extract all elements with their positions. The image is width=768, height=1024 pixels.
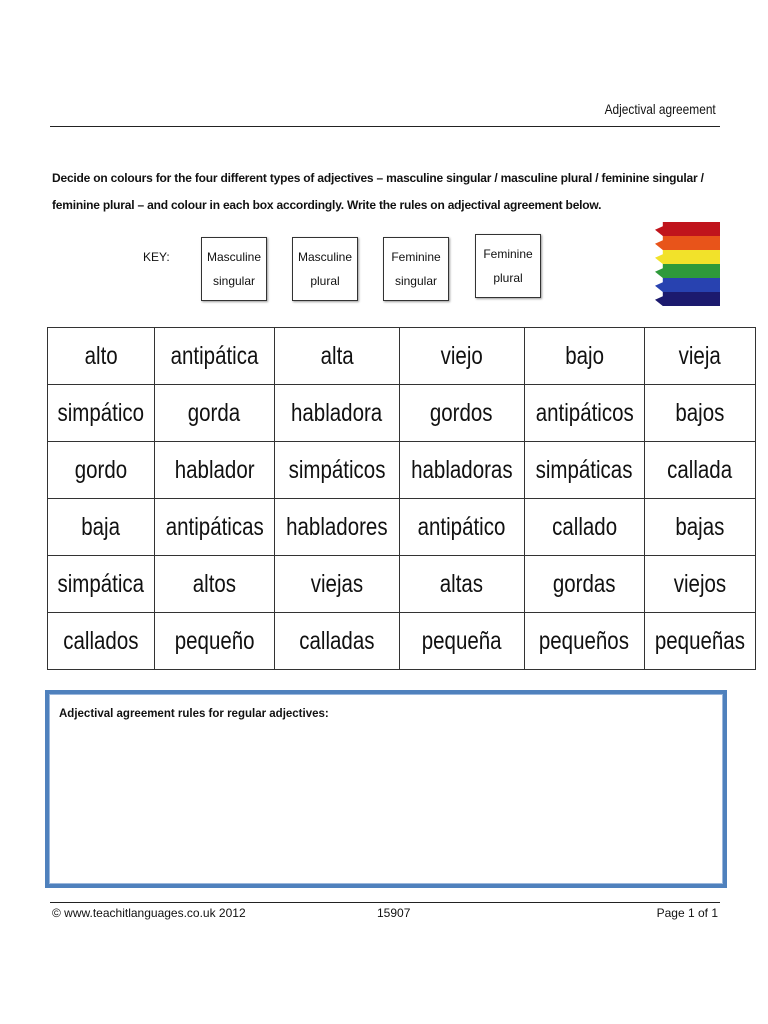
footer-copyright: © www.teachitlanguages.co.uk 2012 [52,906,246,920]
key-box-label: plural [310,274,340,288]
header-divider [50,126,720,127]
adjective-word: simpático [57,398,145,427]
key-box-label: singular [212,274,256,288]
key-box-label: plural [493,271,523,285]
table-row [48,385,756,442]
adjective-word: antipática [170,341,259,370]
key-box-label: Feminine [391,250,441,264]
adjective-cell[interactable] [645,499,756,556]
adjective-word: simpáticas [535,455,633,484]
adjective-cell[interactable] [154,442,275,499]
adjective-cell[interactable] [645,556,756,613]
adjective-cell[interactable] [154,328,275,385]
crayon [655,278,720,292]
adjective-word: alto [84,341,118,370]
rules-box[interactable] [45,690,727,888]
adjective-cell[interactable] [645,442,756,499]
document-title: Adjectival agreement [604,101,716,117]
adjective-word: simpáticos [288,455,386,484]
rules-box-label: Adjectival agreement rules for regular adjectives: [59,708,329,720]
key-box-label: singular [394,274,437,288]
adjective-cell[interactable] [399,442,524,499]
adjective-cell[interactable] [645,328,756,385]
crayon [655,222,720,236]
adjective-word: habladores [286,512,388,541]
table-row [48,442,756,499]
adjective-cell[interactable] [275,328,400,385]
key-box[interactable] [292,237,358,301]
adjective-cell[interactable] [275,556,400,613]
key-box-label: Masculine [206,250,262,264]
adjective-word: antipáticos [535,398,634,427]
adjective-word: antipáticas [165,512,264,541]
adjective-cell[interactable] [524,613,645,670]
adjective-word: altos [192,569,237,598]
adjective-cell[interactable] [524,556,645,613]
adjective-word: callado [551,512,617,541]
adjective-word: viejos [673,569,727,598]
adjective-word: viejo [440,341,483,370]
adjective-cell[interactable] [48,613,155,670]
adjectives-table [47,327,756,670]
key-label: KEY: [143,250,170,264]
adjective-word: pequeño [174,626,255,655]
key-box[interactable] [201,237,267,301]
adjective-cell[interactable] [48,499,155,556]
adjective-word: hablador [174,455,255,484]
adjective-cell[interactable] [524,499,645,556]
adjective-cell[interactable] [275,442,400,499]
adjective-word: habladoras [410,455,513,484]
crayon [655,264,720,278]
adjective-cell[interactable] [645,385,756,442]
table-row [48,613,756,670]
adjective-cell[interactable] [275,499,400,556]
adjective-cell[interactable] [399,385,524,442]
adjective-word: vieja [678,341,722,370]
adjective-word: antipático [417,512,506,541]
adjective-cell[interactable] [48,385,155,442]
footer-page: Page 1 of 1 [656,906,718,920]
adjective-cell[interactable] [399,328,524,385]
table-row [48,556,756,613]
adjective-cell[interactable] [399,556,524,613]
adjective-word: bajos [675,398,725,427]
table-row [48,328,756,385]
adjective-cell[interactable] [524,385,645,442]
adjective-cell[interactable] [154,556,275,613]
adjective-cell[interactable] [399,613,524,670]
adjective-word: alta [320,341,354,370]
adjective-word: gorda [188,398,241,427]
table-row [48,499,756,556]
adjective-word: pequeñas [654,626,746,655]
adjective-cell[interactable] [275,385,400,442]
adjective-word: bajo [564,341,604,370]
adjective-cell[interactable] [399,499,524,556]
adjective-cell[interactable] [154,499,275,556]
adjective-word: gordos [430,398,494,427]
adjective-word: simpática [57,569,145,598]
adjective-cell[interactable] [524,442,645,499]
key-box-label: Feminine [483,247,533,261]
adjective-word: callados [63,626,139,655]
crayon [655,250,720,264]
adjective-cell[interactable] [48,556,155,613]
adjective-word: bajas [675,512,725,541]
crayons-icon [655,222,720,306]
adjective-word: callada [667,455,733,484]
footer-code: 15907 [377,906,411,920]
adjective-cell[interactable] [645,613,756,670]
adjective-cell[interactable] [48,328,155,385]
adjective-word: pequeños [539,626,630,655]
key-box-label: Masculine [297,250,353,264]
adjective-word: habladora [291,398,383,427]
adjective-word: gordo [74,455,128,484]
adjective-word: pequeña [421,626,502,655]
key-box[interactable] [383,237,449,301]
adjective-word: viejas [310,569,364,598]
adjective-cell[interactable] [524,328,645,385]
adjective-word: calladas [299,626,375,655]
crayon [655,292,720,306]
footer-divider [50,902,720,903]
adjective-cell[interactable] [154,385,275,442]
instructions: Decide on colours for the four different types of adjectives – masculine singular / masculine plural / feminine singular / feminine plural – and colour in each box accordingly. Write the rules on adjectival agreement below. [52,171,704,212]
adjective-word: altas [440,569,484,598]
crayon [655,236,720,250]
adjective-cell[interactable] [275,613,400,670]
adjective-cell[interactable] [48,442,155,499]
adjective-word: baja [81,512,121,541]
adjective-word: gordas [552,569,616,598]
adjective-cell[interactable] [154,613,275,670]
key-box[interactable] [475,234,541,298]
